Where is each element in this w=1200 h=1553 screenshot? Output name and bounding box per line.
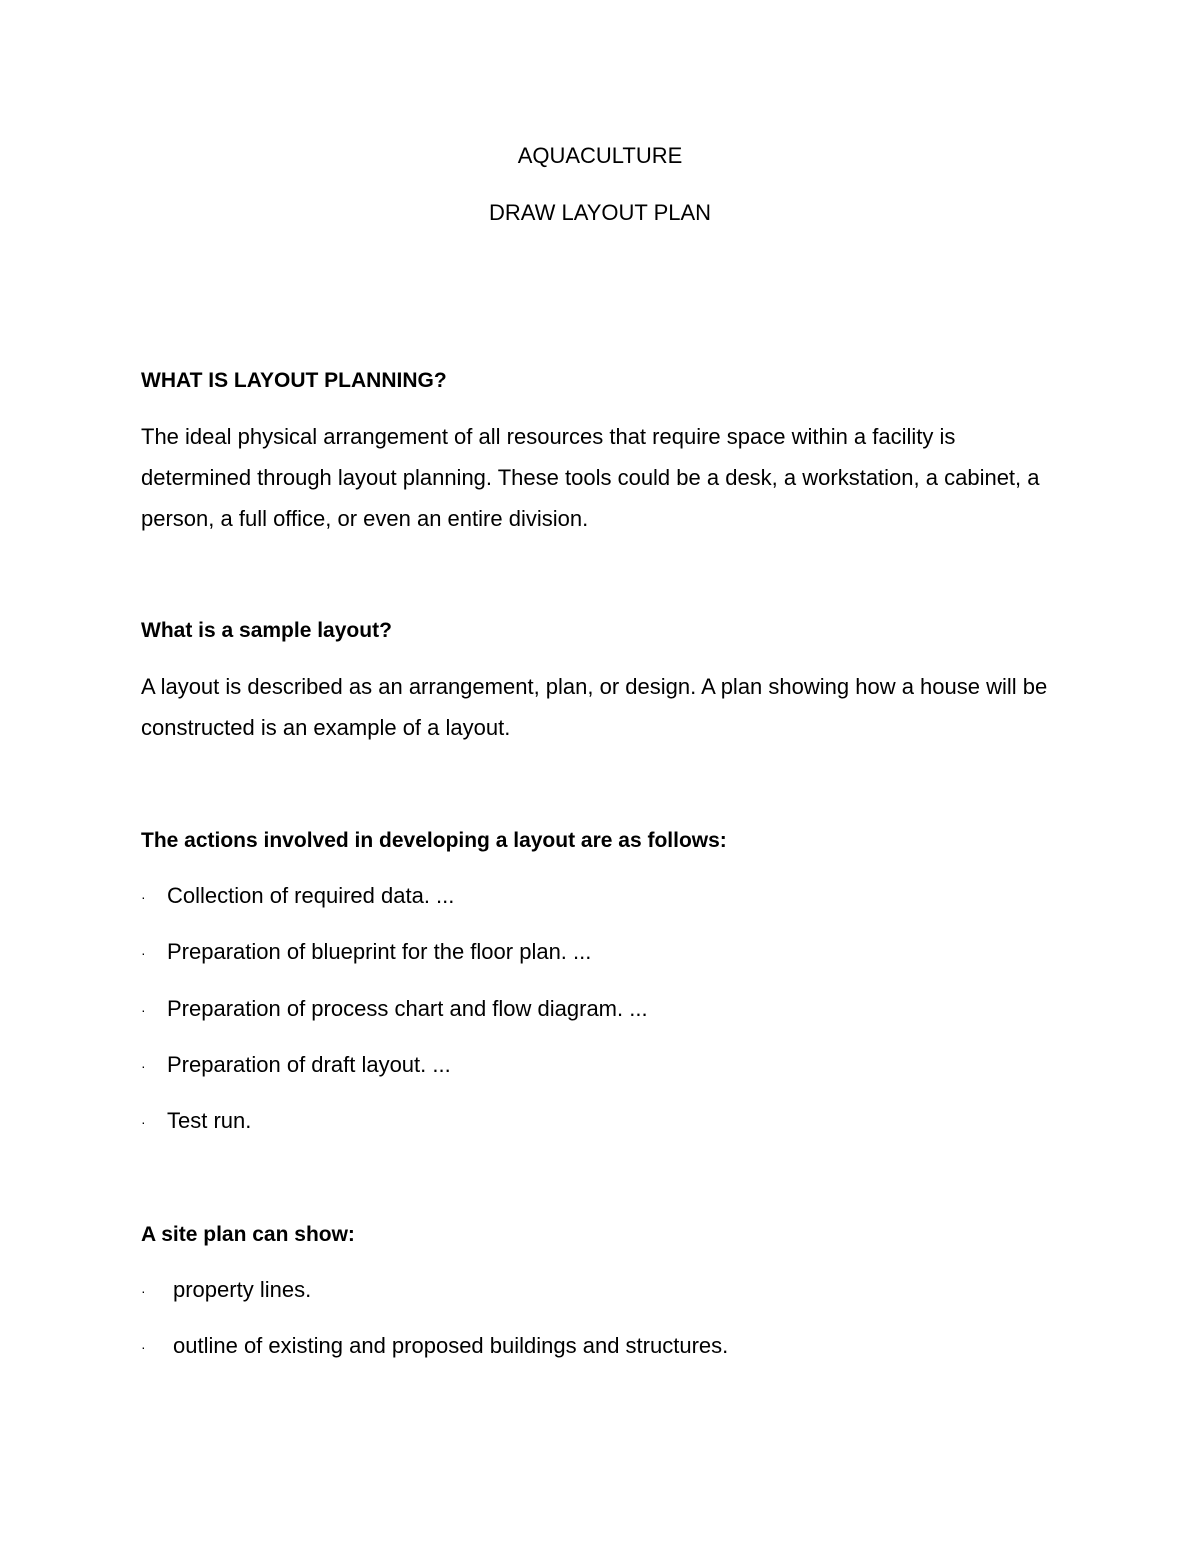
section-heading-sample-layout: What is a sample layout?	[141, 619, 392, 642]
list-item-text: Test run.	[167, 1108, 252, 1133]
document-subtitle: DRAW LAYOUT PLAN	[488, 200, 712, 225]
list-item	[141, 1333, 728, 1360]
section-heading-site-plan: A site plan can show:	[141, 1223, 355, 1246]
list-item-text: Collection of required data. ...	[167, 883, 455, 908]
section-paragraph-layout-planning: The ideal physical arrangement of all resources that require space within a facility is determined through layout planning. These tools could be a desk, a workstation, a cabinet, a person, a full office, or even an entire division.	[141, 424, 1040, 531]
list-item-text: Preparation of draft layout. ...	[167, 1052, 451, 1077]
list-item	[141, 1277, 311, 1304]
list-item	[141, 939, 591, 966]
bullet-icon: ·	[141, 1002, 146, 1019]
list-item-text: outline of existing and proposed buildings and structures.	[173, 1333, 729, 1358]
list-item-text: Preparation of process chart and flow diagram. ...	[167, 996, 648, 1021]
list-item	[141, 1108, 251, 1135]
section-paragraph-sample-layout: A layout is described as an arrangement, plan, or design. A plan showing how a house will be constructed is an example of a layout.	[141, 674, 1048, 740]
list-item-text: property lines.	[173, 1277, 312, 1302]
bullet-icon: ·	[141, 945, 146, 962]
list-item	[141, 996, 648, 1023]
bullet-icon: ·	[141, 1058, 146, 1075]
bullet-icon: ·	[141, 1339, 146, 1356]
section-heading-layout-actions: The actions involved in developing a layout are as follows:	[141, 829, 727, 852]
section-heading-layout-planning: WHAT IS LAYOUT PLANNING?	[141, 369, 447, 392]
bullet-icon: ·	[141, 889, 146, 906]
list-item	[141, 1052, 451, 1079]
bullet-icon: ·	[141, 1283, 146, 1300]
list-item-text: Preparation of blueprint for the floor plan. ...	[167, 939, 592, 964]
bullet-icon: ·	[141, 1114, 146, 1131]
list-item	[141, 883, 454, 910]
document-title: AQUACULTURE	[517, 143, 683, 168]
